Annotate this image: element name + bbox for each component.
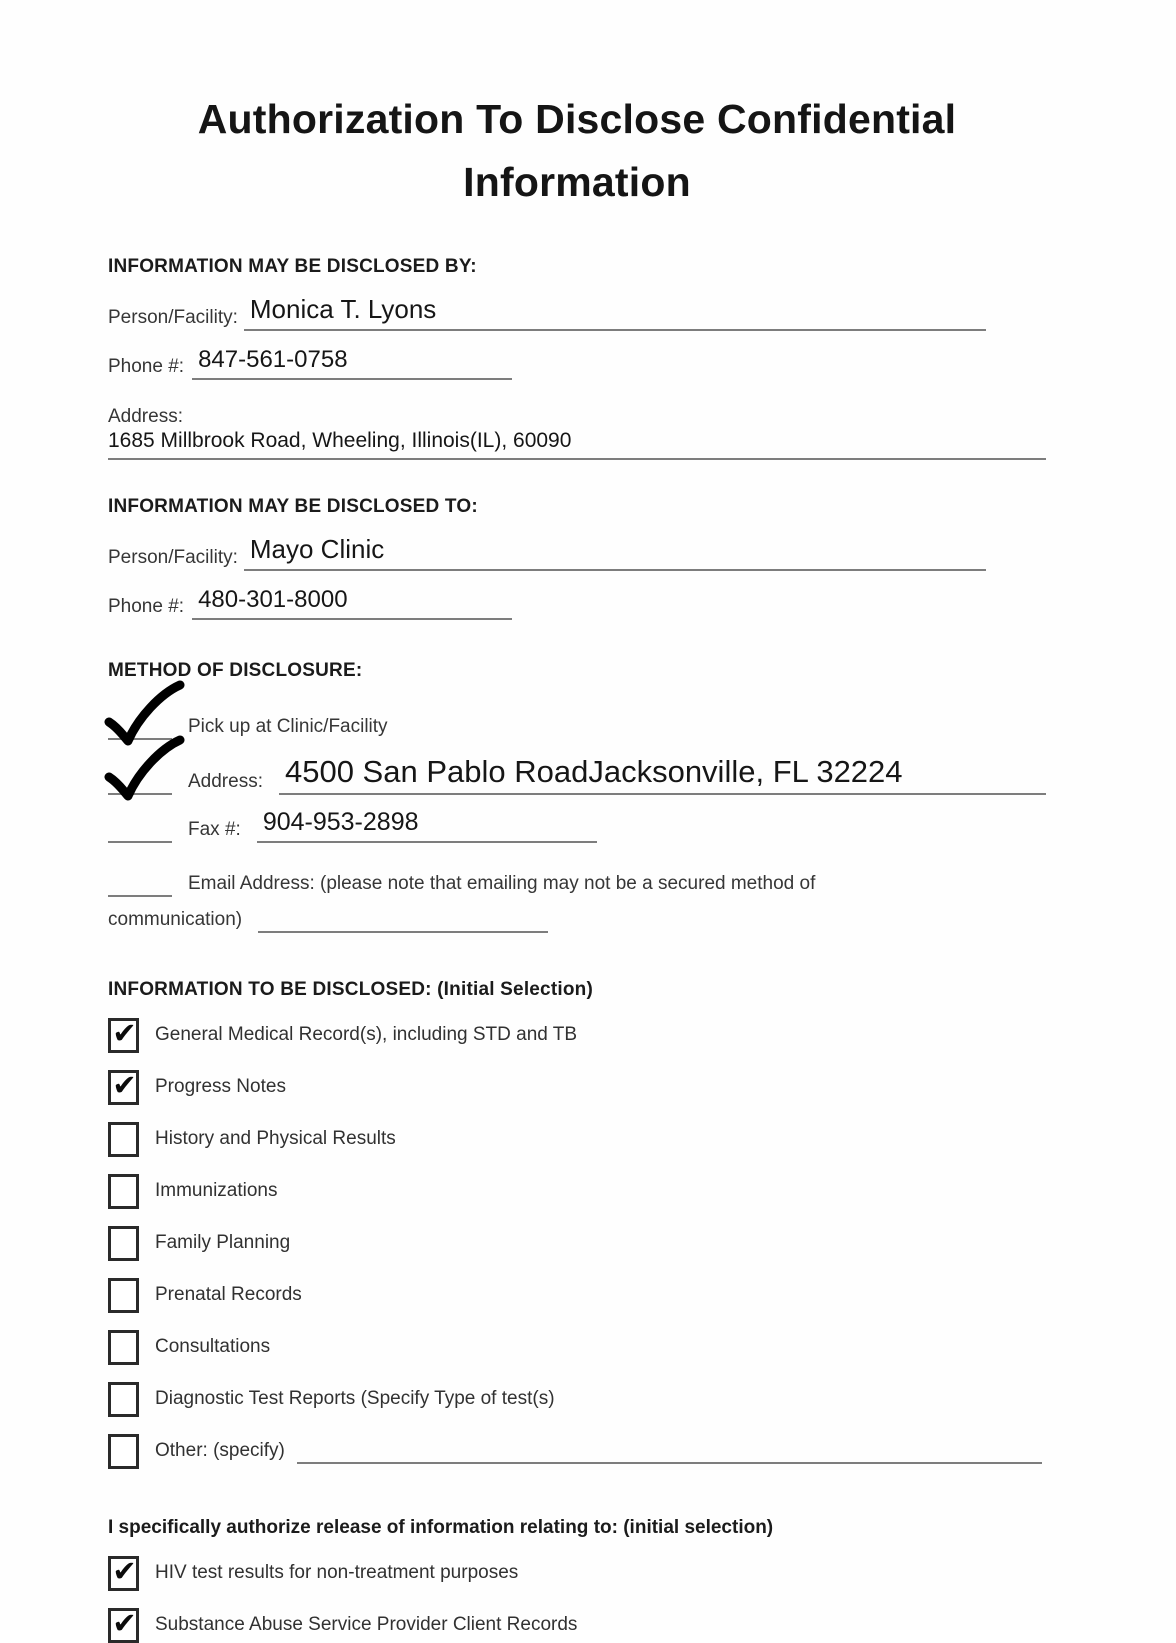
authorize-heading: I specifically authorize release of information relating to: (initial selection) (108, 1516, 774, 1538)
disclosed-by-phone-field[interactable] (192, 347, 512, 380)
disclose-item-other (108, 1434, 1046, 1469)
method-email-field[interactable] (258, 923, 548, 933)
disclosed-to-person-field[interactable] (244, 533, 986, 571)
method-address-option (108, 756, 1046, 795)
disclosed-to-phone-value: 480-301-8000 (198, 585, 348, 613)
phone-label: Phone #: (108, 596, 185, 618)
disclosed-by-phone-row (108, 347, 1046, 380)
check-icon: ✔ (112, 1553, 137, 1588)
disclosed-by-address-field[interactable] (108, 430, 1046, 459)
address-label: Address: (108, 406, 183, 428)
disclose-item-immunizations (108, 1174, 1046, 1209)
method-heading: METHOD OF DISCLOSURE: (108, 660, 363, 682)
checkbox[interactable] (108, 1278, 139, 1313)
checkbox-label: General Medical Record(s), including STD and TB (155, 1024, 578, 1046)
checkbox-label: Consultations (155, 1336, 271, 1358)
method-email-label-line2: communication) (108, 908, 243, 930)
authorize-item-substance-abuse (108, 1605, 1046, 1643)
section-method-of-disclosure (108, 660, 1046, 933)
method-address-label: Address: (188, 770, 263, 792)
disclose-item-consultations (108, 1330, 1046, 1365)
section-disclosed-to (108, 496, 1046, 620)
method-fax-checkline[interactable] (108, 839, 172, 843)
disclosed-to-person-value: Mayo Clinic (249, 533, 385, 564)
disclosed-to-heading: INFORMATION MAY BE DISCLOSED TO: (108, 495, 478, 517)
disclose-item-family-planning (108, 1226, 1046, 1261)
check-icon: ✔ (112, 1605, 137, 1640)
disclosed-to-phone-field[interactable] (192, 587, 512, 620)
page-title: Authorization To Disclose Confidential Information (197, 96, 957, 205)
checkbox-label: Prenatal Records (155, 1284, 302, 1306)
authorize-item-hiv (108, 1553, 1046, 1591)
disclosed-by-phone-value: 847-561-0758 (198, 346, 348, 374)
check-icon: ✔ (112, 1015, 137, 1050)
checkbox-label: Substance Abuse Service Provider Client Records (155, 1614, 578, 1636)
method-fax-value: 904-953-2898 (262, 807, 419, 836)
method-fax-option (108, 809, 1046, 843)
checkbox-label: Other: (specify) (155, 1440, 285, 1462)
disclose-item-history-physical (108, 1122, 1046, 1157)
disclosed-by-person-value: Monica T. Lyons (249, 294, 437, 324)
checkbox[interactable] (108, 1122, 139, 1157)
disclosed-by-heading: INFORMATION MAY BE DISCLOSED BY: (108, 256, 477, 277)
disclose-item-general-medical (108, 1015, 1046, 1053)
person-facility-label: Person/Facility: (108, 307, 238, 329)
checkbox[interactable] (108, 1226, 139, 1261)
disclose-item-diagnostic-tests (108, 1382, 1046, 1417)
method-address-checkline[interactable] (108, 791, 172, 795)
checkbox-label: HIV test results for non-treatment purposes (155, 1562, 519, 1584)
check-icon: ✔ (112, 1067, 137, 1102)
handwritten-checkmark-icon (102, 733, 186, 803)
checkbox-label: Immunizations (155, 1180, 278, 1202)
checkbox[interactable] (108, 1434, 139, 1469)
disclosed-by-address-value: 1685 Millbrook Road, Wheeling, Illinois(IL), 60090 (108, 429, 572, 453)
other-specify-field[interactable] (297, 1460, 1042, 1464)
section-information-to-disclose (108, 979, 1046, 1469)
checkbox-label: History and Physical Results (155, 1128, 396, 1150)
disclose-item-progress-notes (108, 1067, 1046, 1105)
section-authorize-release (108, 1517, 1046, 1643)
method-pickup-checkline[interactable] (108, 736, 172, 740)
method-address-value: 4500 San Pablo RoadJacksonville, FL 32224 (284, 754, 903, 790)
disclose-heading: INFORMATION TO BE DISCLOSED: (Initial Selection) (108, 978, 593, 1000)
checkbox[interactable] (108, 1605, 139, 1643)
checkbox[interactable] (108, 1174, 139, 1209)
method-fax-field[interactable] (257, 809, 597, 843)
disclosed-to-phone-row (108, 587, 1046, 620)
method-email-checkline[interactable] (108, 893, 172, 897)
disclosed-to-person-row (108, 533, 986, 571)
checkbox[interactable] (108, 1015, 139, 1053)
disclosed-by-person-field[interactable] (244, 296, 986, 331)
method-email-option (108, 873, 1046, 897)
method-pickup-option (108, 716, 1046, 740)
checkbox[interactable] (108, 1382, 139, 1417)
checkbox-label: Family Planning (155, 1232, 291, 1254)
disclosed-by-person-row (108, 296, 986, 331)
person-facility-label: Person/Facility: (108, 546, 238, 568)
checkbox[interactable] (108, 1330, 139, 1365)
phone-label: Phone #: (108, 356, 185, 378)
method-email-label-line1: Email Address: (please note that emailing may not be a secured method of (188, 872, 816, 894)
method-fax-label: Fax #: (188, 818, 241, 840)
method-email-option-line2 (108, 909, 1046, 933)
checkbox-label: Progress Notes (155, 1076, 286, 1098)
disclose-item-prenatal-records (108, 1278, 1046, 1313)
section-disclosed-by (108, 256, 1046, 460)
method-address-field[interactable] (279, 756, 1046, 795)
checkbox[interactable] (108, 1067, 139, 1105)
method-pickup-label: Pick up at Clinic/Facility (188, 716, 388, 738)
checkbox-label: Diagnostic Test Reports (Specify Type of test(s) (155, 1388, 555, 1410)
checkbox[interactable] (108, 1553, 139, 1591)
handwritten-checkmark-icon (102, 678, 186, 748)
